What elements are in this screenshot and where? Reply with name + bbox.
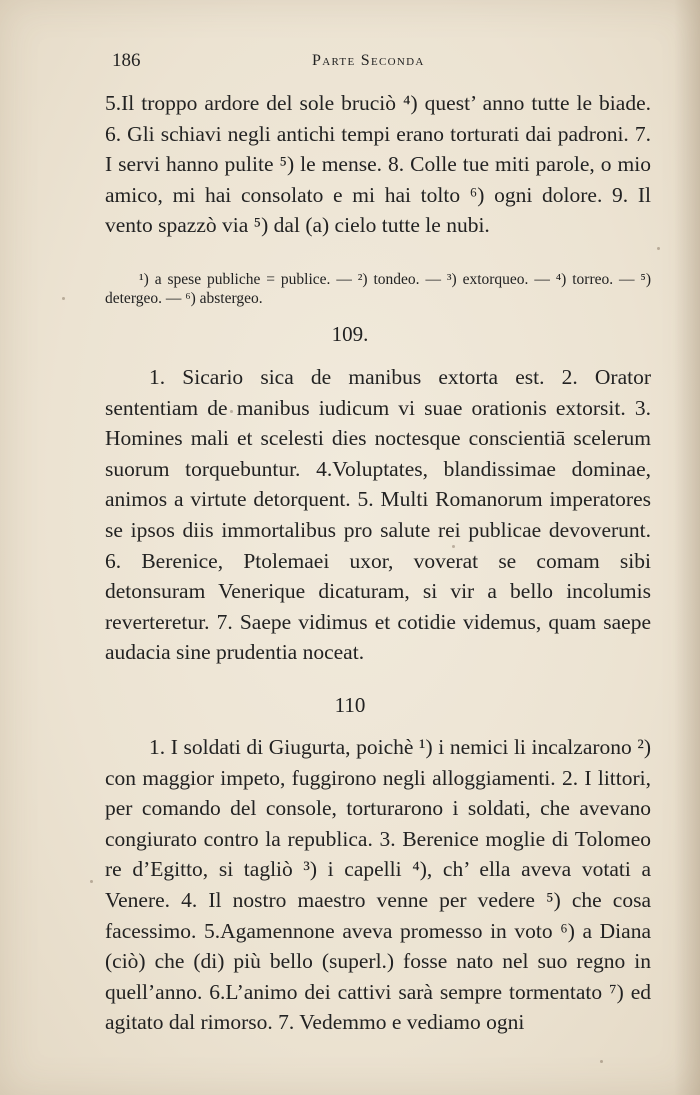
page-number: 186 — [112, 50, 141, 71]
exercise-109-text: 1. Sicario sica de manibus extorta est. 2. Orator sententiam de manibus iudicum vi suae orationis extorsit. 3. Homines mali et scelesti dies noctesque conscientiā scelerum suorum torquebuntur. 4.Voluptates, blandissimae dominae, animos a virtute detorquent. 5. Multi Romanorum imperatores se ipsos diis immortalibus pro salute rei publicae devoverunt. 6. Berenice, Ptolemaei uxor, voverat se comam sibi detonsuram Venerique dicaturam, si vir a bello incolumis reverteretur. 7. Saepe vidimus et cotidie videmus, quam saepe audacia sine prudentia noceat. — [105, 365, 651, 665]
running-head: Parte Seconda — [312, 52, 425, 69]
exercise-continuation-text: 5.Il troppo ardore del sole bruciò ⁴) quest’ anno tutte le biade. 6. Gli schiavi negli antichi tempi erano torturati dai padroni. 7. I servi hanno pulite ⁵) le mense. 8. Colle tue miti parole, o mio amico, mi hai consolato e mi hai tolto ⁶) ogni dolore. 9. Il vento spazzò via ⁵) dal (a) cielo tutte le nubi. — [105, 91, 651, 238]
section-number-109: 109. — [331, 322, 369, 346]
section-number-110: 110 — [334, 693, 366, 717]
page-edge-shadow — [674, 0, 700, 1095]
exercise-110-text: 1. I soldati di Giugurta, poichè ¹) i nemici li incalzarono ²) con maggior impeto, fuggirono negli alloggiamenti. 2. I littori, per comando del console, torturarono i soldati, che avevano congiurato contro la republica. 3. Berenice moglie di Tolomeo re d’Egitto, si tagliò ³) i capelli ⁴), ch’ ella aveva votati a Venere. 4. Il nostro maestro venne per vedere ⁵) che cosa facessimo. 5.Agamennone aveva promesso in voto ⁶) a Diana (ciò) che (di) più bello (superl.) fosse nato nel suo regno in quell’anno. 6.L’animo dei cattivi sarà sempre tormentato ⁷) ed agitato dal rimorso. 7. Vedemmo e vediamo ogni — [105, 735, 651, 1035]
page-header — [112, 50, 642, 78]
footnotes: ¹) a spese publiche = publice. — ²) tondeo. — ³) extorqueo. — ⁴) torreo. — ⁵) detergeo. — ⁶) abstergeo. — [105, 271, 651, 307]
